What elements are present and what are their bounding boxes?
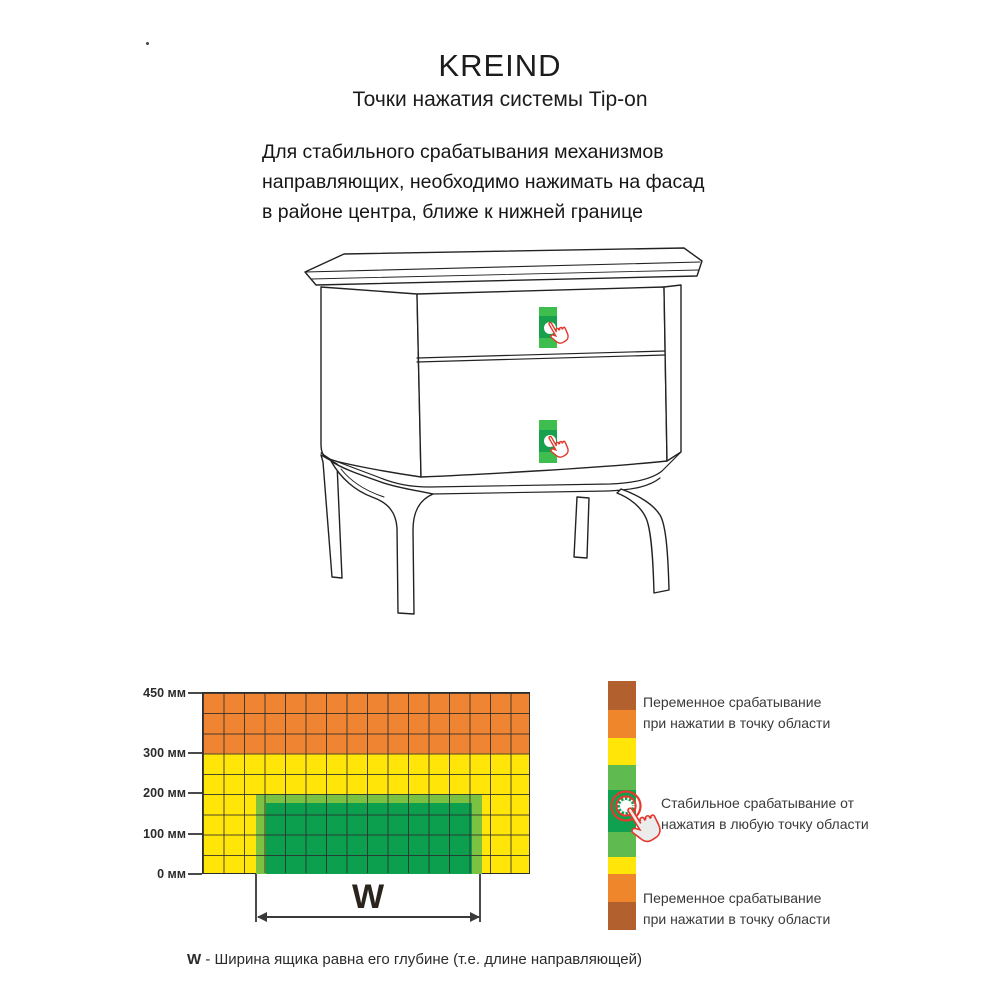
strip-brown-top	[608, 681, 636, 710]
strip-orange-top	[608, 710, 636, 738]
caption-text: - Ширина ящика равна его глубине (т.е. длине направляющей)	[201, 951, 642, 968]
strip-orange-bottom	[608, 874, 636, 902]
page-subtitle: Точки нажатия системы Tip-on	[352, 88, 648, 111]
caption-w: W	[187, 951, 202, 968]
legend-line: Переменное срабатывание	[643, 694, 822, 710]
legend-line: при нажатии в точку области	[643, 911, 831, 927]
press-zone-grid	[202, 692, 530, 874]
width-symbol: W	[351, 878, 385, 916]
nightstand-drawing	[280, 238, 720, 630]
description-line: Для стабильного срабатывания механизмов	[262, 141, 664, 163]
axis-tick	[188, 833, 202, 835]
strip-yellow-top	[608, 738, 636, 765]
axis-tick	[188, 692, 202, 694]
legend-line: при нажатии в точку области	[643, 715, 831, 731]
strip-brown-bottom	[608, 902, 636, 930]
diagram-caption	[187, 951, 642, 968]
legend-line: нажатия в любую точку области	[661, 816, 869, 832]
axis-label-450: 450 мм	[143, 686, 186, 700]
axis-label-300: 300 мм	[143, 746, 186, 760]
legend-entry-variable-top	[643, 692, 830, 734]
axis-tick	[188, 752, 202, 754]
axis-tick	[188, 792, 202, 794]
grid-lines	[203, 693, 529, 873]
axis-label-200: 200 мм	[143, 786, 186, 800]
axis-label-0: 0 мм	[157, 867, 186, 881]
description-line: в районе центра, ближе к нижней границе	[262, 201, 643, 223]
legend-entry-stable	[661, 793, 869, 835]
legend-line: Стабильное срабатывание от	[661, 795, 855, 811]
axis-tick	[188, 873, 202, 875]
stray-dot	[146, 42, 149, 45]
legend-line: Переменное срабатывание	[643, 890, 822, 906]
description-paragraph	[262, 137, 705, 227]
brand-title: KREIND	[438, 48, 562, 83]
axis-label-100: 100 мм	[143, 827, 186, 841]
legend-entry-variable-bottom	[643, 888, 830, 930]
description-line: направляющих, необходимо нажимать на фасад	[262, 171, 705, 193]
